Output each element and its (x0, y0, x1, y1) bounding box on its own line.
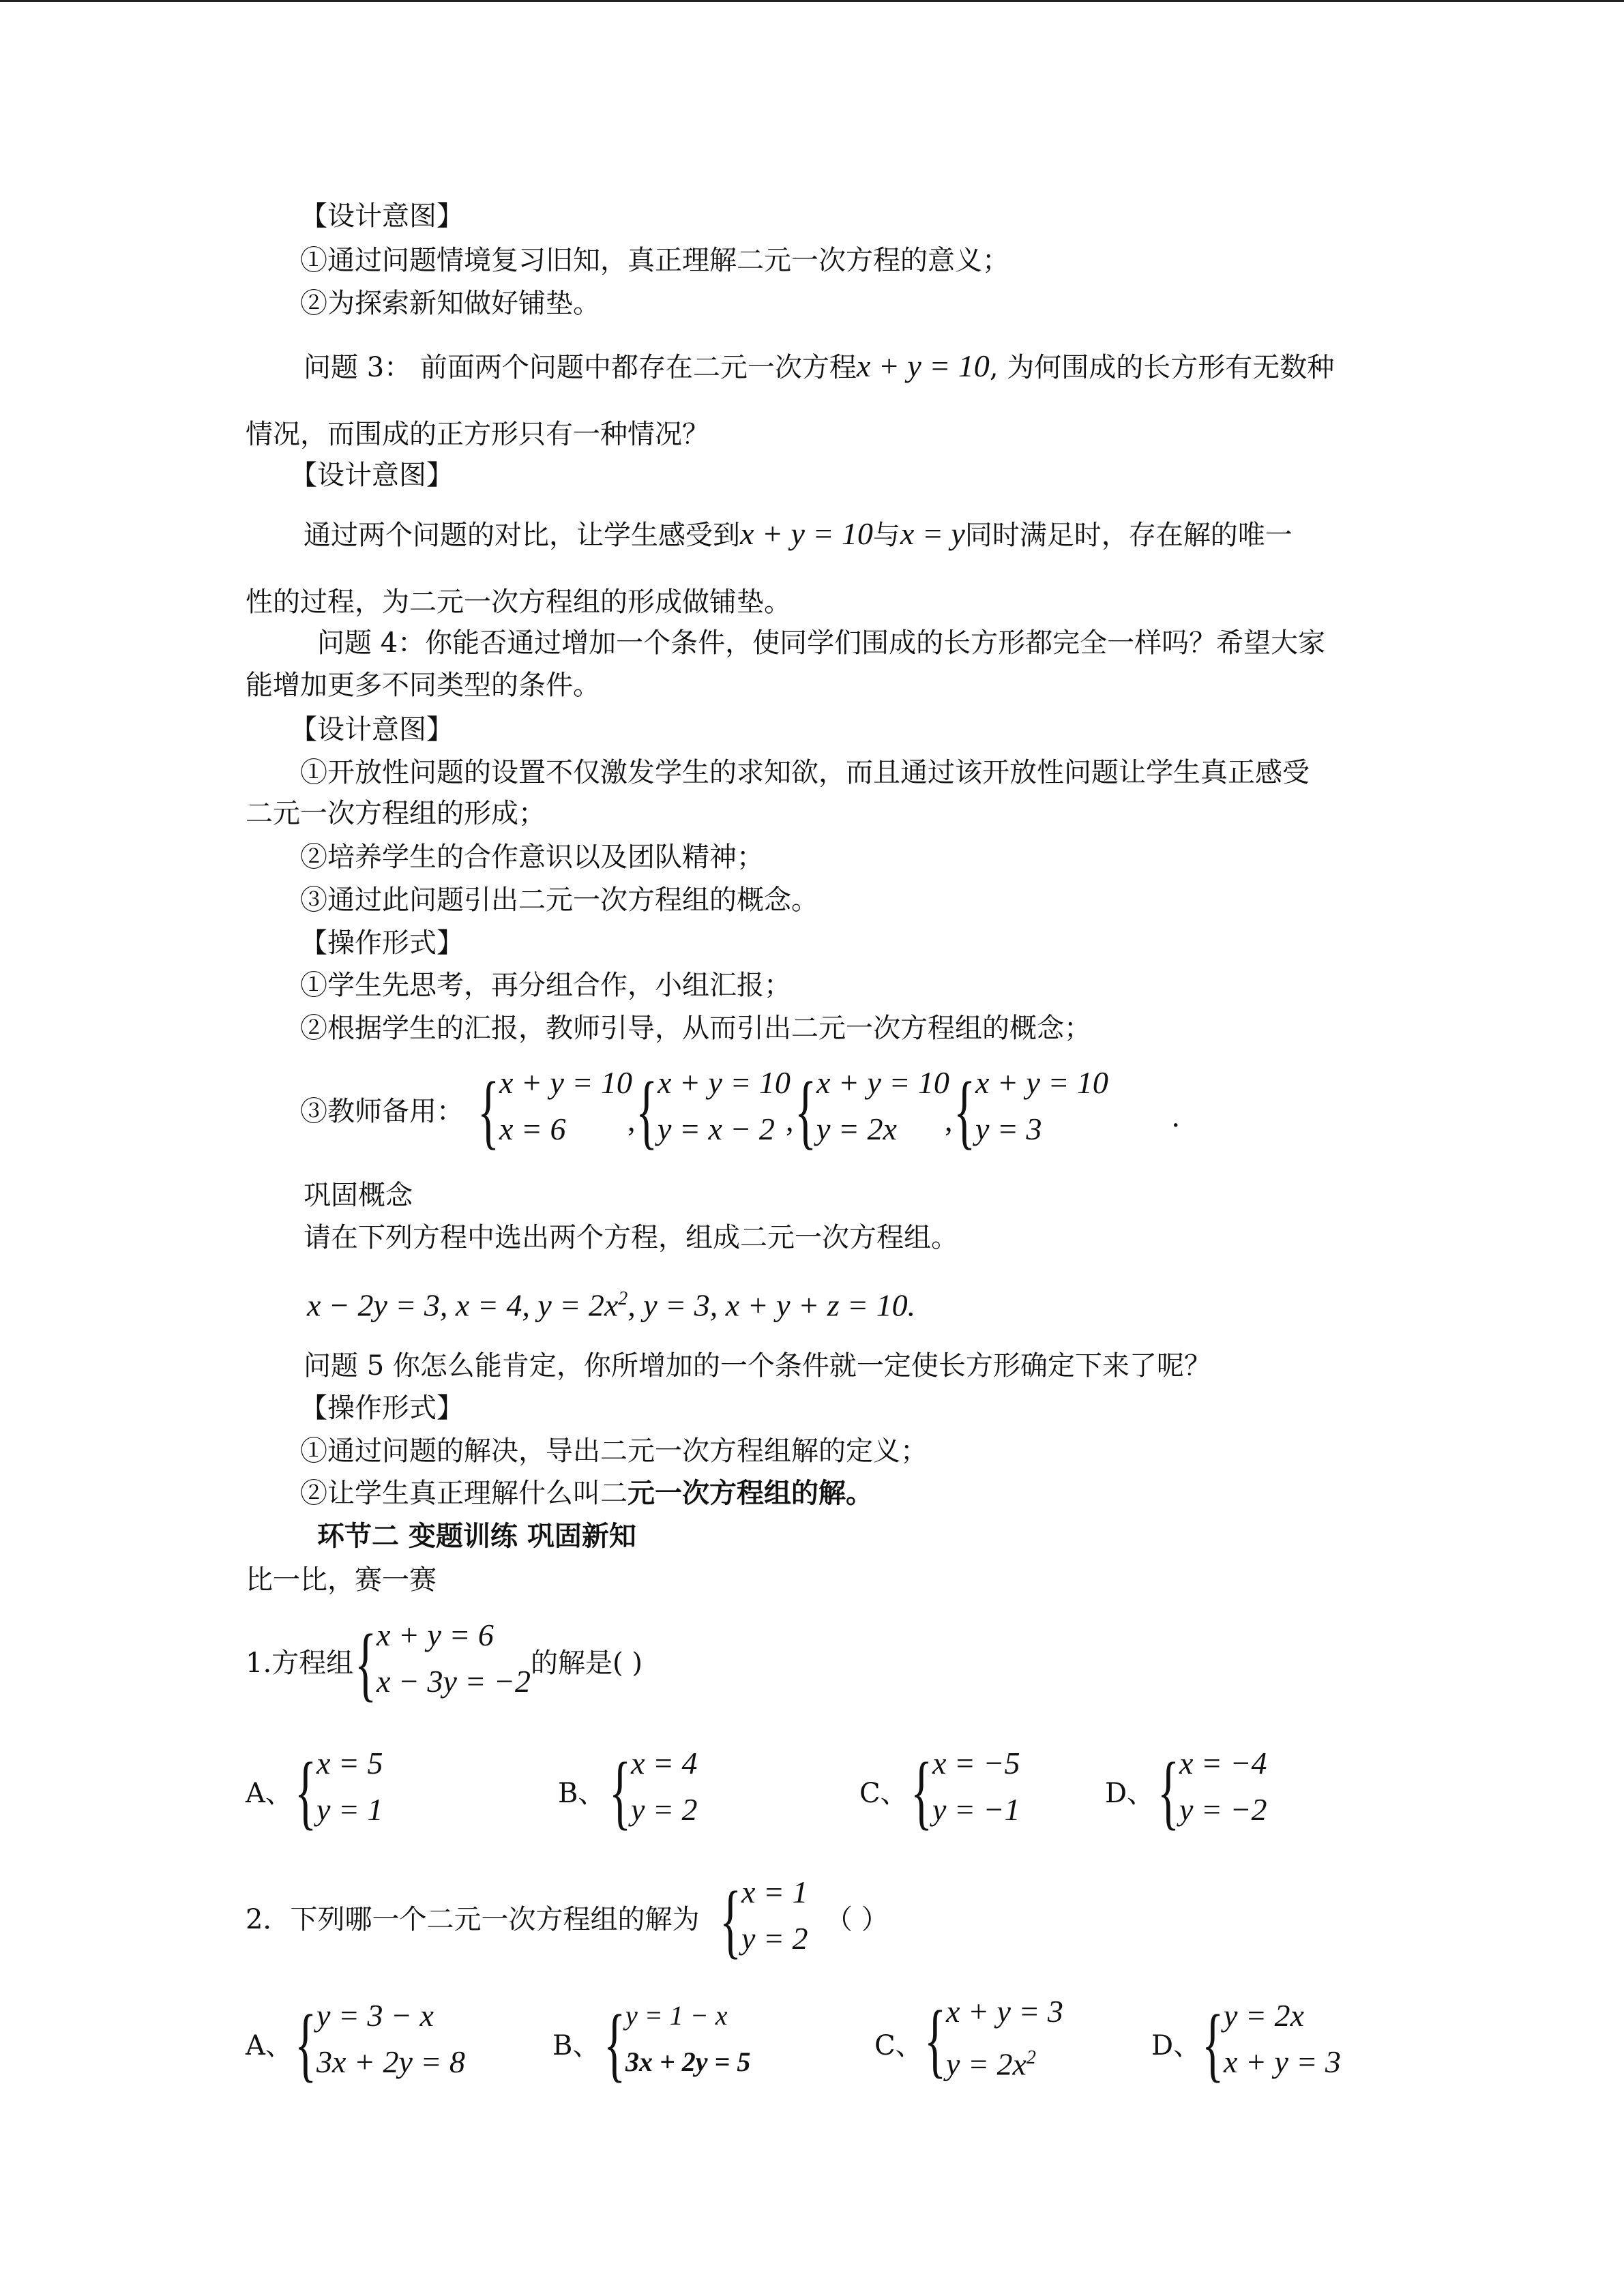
equation-equal: x = y (900, 516, 965, 551)
operation-heading-1: 【操作形式】 (300, 927, 464, 959)
problem3-line-1: 问题 3： 前面两个问题中都存在二元一次方程x + y = 10, 为何围成的长方形有无数种 (304, 348, 1335, 383)
q1-option-b-label: B、 (558, 1778, 606, 1809)
brace-icon: { (954, 1065, 976, 1157)
equation-list: x − 2y = 3, x = 4, $y = 2x^2$, y = 3, x + y + z = 10. (307, 1287, 916, 1323)
brace-icon: { (924, 1994, 947, 2086)
operation-2-item-1: ①通过问题的解决，导出二元一次方程组解的定义； (300, 1435, 928, 1467)
section-title: 环节二 变题训练 巩固新知 (317, 1520, 636, 1552)
q1-option-a-label: A、 (246, 1778, 293, 1809)
q2-option-c-label: C、 (874, 2030, 923, 2061)
comma: , (945, 1103, 953, 1137)
consolidate-title: 巩固概念 (304, 1180, 413, 1211)
q1-prefix: 1.方程组 (246, 1648, 354, 1679)
q2-option-a-label: A、 (246, 2030, 293, 2061)
design-intent-3-item-3: ③通过此问题引出二元一次方程组的概念。 (300, 884, 818, 916)
brace-icon: { (1157, 1746, 1180, 1838)
period: . (1172, 1099, 1180, 1133)
design-intent-2-line-1: 通过两个问题的对比，让学生感受到x + y = 10与x = y同时满足时，存在解的唯一 (304, 516, 1293, 551)
problem4-line-1: 问题 4：你能否通过增加一个条件，使同学们围成的长方形都完全一样吗？希望大家 (317, 627, 1326, 659)
brace-icon: { (911, 1746, 933, 1838)
design-intent-3-item-1b: 二元一次方程组的形成； (246, 798, 546, 829)
design-intent-heading-3: 【设计意图】 (290, 714, 454, 745)
section-subtitle: 比一比，赛一赛 (246, 1564, 437, 1596)
q2-option-d-label: D、 (1151, 2030, 1201, 2061)
equation-sum: x + y = 10 (740, 516, 873, 551)
problem3-equation: x + y = 10 (856, 348, 990, 383)
brace-icon: { (720, 1875, 742, 1967)
brace-icon: { (609, 1746, 632, 1838)
brace-icon: { (295, 1998, 317, 2090)
q2-suffix: （ ） (825, 1904, 889, 1935)
brace-icon: { (295, 1746, 317, 1838)
q2-option-b-label: B、 (552, 2030, 600, 2061)
comma: , (628, 1103, 636, 1137)
brace-icon: { (636, 1065, 658, 1157)
top-border (0, 0, 1624, 2)
brace-icon: { (477, 1065, 500, 1157)
design-intent-3-item-2: ②培养学生的合作意识以及团队精神； (300, 841, 764, 873)
operation-1-item-2: ②根据学生的汇报，教师引导，从而引出二元一次方程组的概念； (300, 1013, 1091, 1044)
operation-1-item-1: ①学生先思考，再分组合作，小组汇报； (300, 970, 791, 1001)
brace-icon: { (355, 1617, 377, 1710)
comma: , (786, 1103, 794, 1137)
operation-2-item-2: ②让学生真正理解什么叫二元一次方程组的解。 (300, 1477, 873, 1509)
problem4-line-2: 能增加更多不同类型的条件。 (246, 670, 600, 701)
brace-icon: { (604, 1998, 626, 2090)
design-intent-1-item-2: ②为探索新知做好铺垫。 (300, 288, 600, 319)
q1-option-d-label: D、 (1105, 1778, 1155, 1809)
problem5: 问题 5 你怎么能肯定，你所增加的一个条件就一定使长方形确定下来了呢？ (304, 1350, 1211, 1382)
brace-icon: { (1202, 1998, 1224, 2090)
q1-option-c-label: C、 (859, 1778, 908, 1809)
design-intent-1-item-1: ①通过问题情境复习旧知，真正理解二元一次方程的意义； (300, 245, 1009, 276)
problem3-line-2: 情况，而围成的正方形只有一种情况？ (246, 419, 709, 450)
operation-heading-2: 【操作形式】 (300, 1392, 464, 1424)
brace-icon: { (795, 1065, 817, 1157)
consolidate-instruction: 请在下列方程中选出两个方程，组成二元一次方程组。 (304, 1222, 958, 1253)
q2-prefix: 2．下列哪一个二元一次方程组的解为 (246, 1904, 700, 1935)
design-intent-2-line-2: 性的过程，为二元一次方程组的形成做铺垫。 (246, 586, 791, 618)
q1-suffix: 的解是( ) (531, 1648, 643, 1679)
operation-1-item-3-label: ③教师备用： (300, 1096, 464, 1127)
design-intent-3-item-1a: ①开放性问题的设置不仅激发学生的求知欲，而且通过该开放性问题让学生真正感受 (300, 757, 1310, 788)
design-intent-heading-2: 【设计意图】 (290, 460, 454, 491)
design-intent-heading-1: 【设计意图】 (300, 200, 464, 232)
